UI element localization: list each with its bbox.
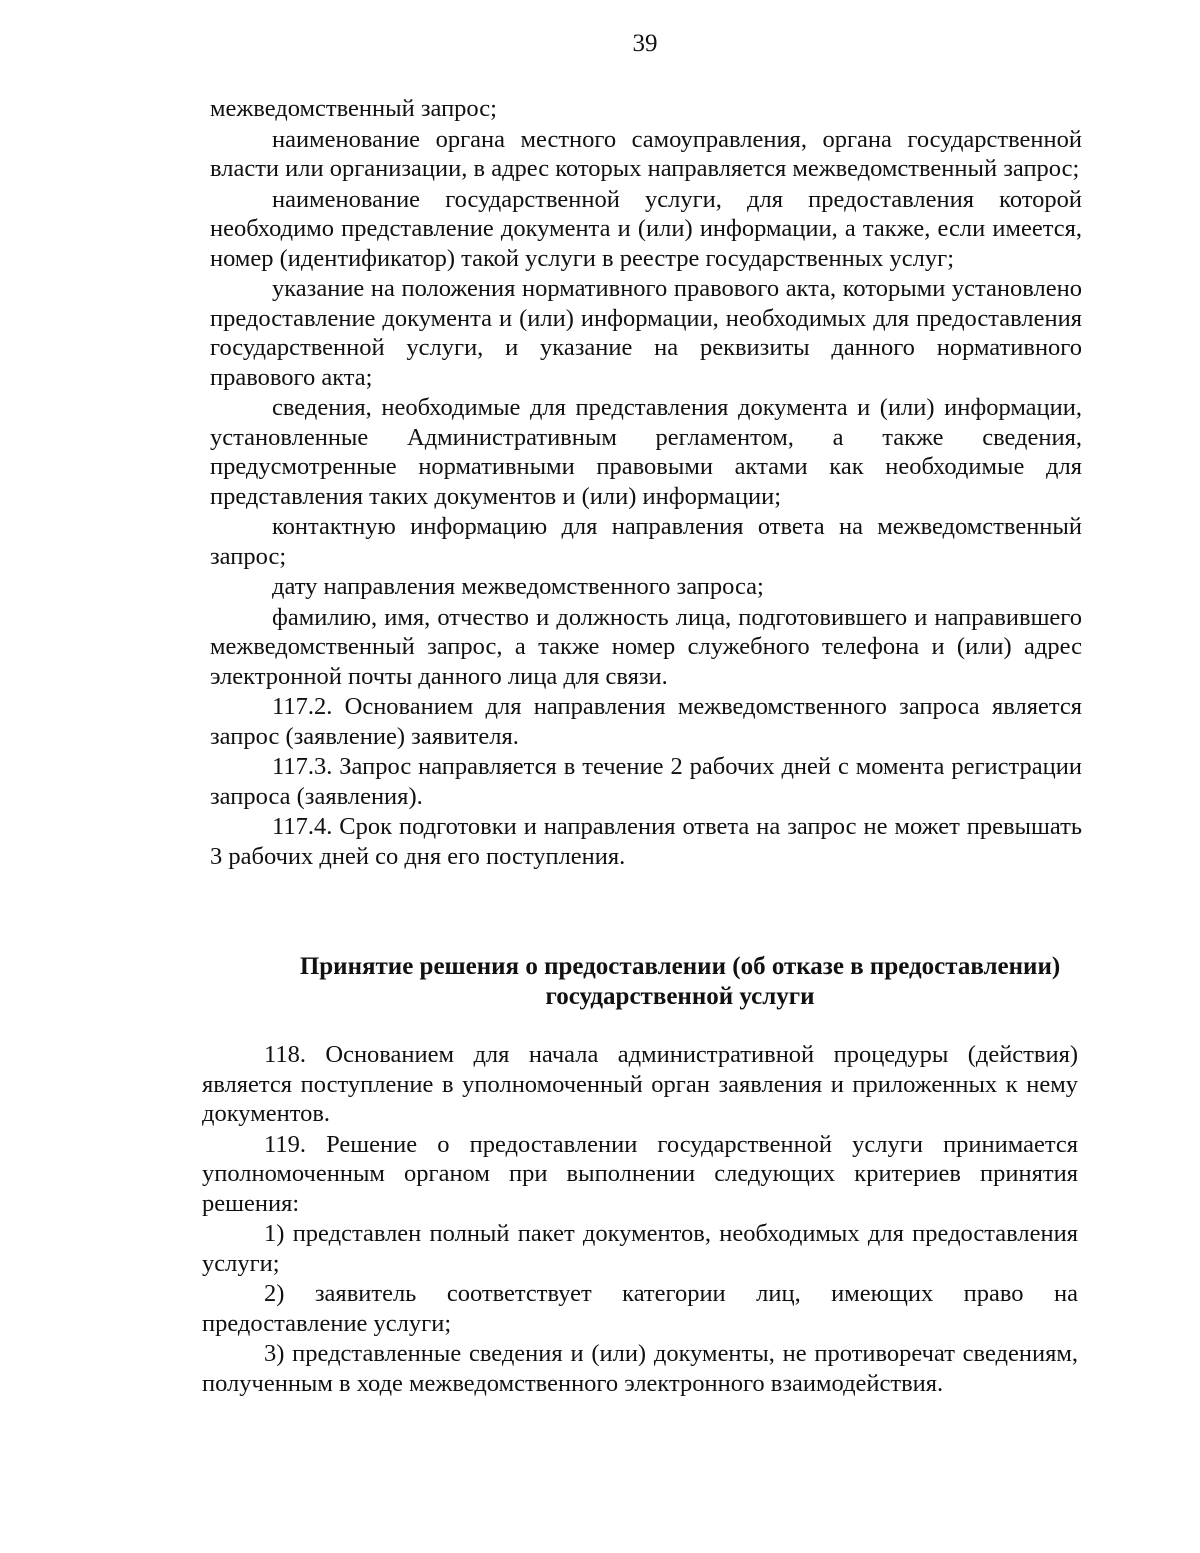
paragraph: 118. Основанием для начала административной процедуры (действия) является поступление в уполномоченный орган заявления и приложенных к нему документов. [202, 1041, 1078, 1127]
paragraph: межведомственный запрос; [210, 95, 497, 122]
paragraph: наименование государственной услуги, для предоставления которой необходимо представление документа и (или) информации, а также, если имеется, номер (идентификатор) такой услуги в реестре государственных услуг; [210, 185, 1082, 272]
paragraph: дату направления межведомственного запроса; [272, 573, 764, 600]
section-heading-line: Принятие решения о предоставлении (об отказе в предоставлении) [299, 953, 1061, 980]
paragraph: 117.2. Основанием для направления межведомственного запроса является запрос (заявление) заявителя. [210, 693, 1082, 750]
upper-text-block [210, 94, 1082, 871]
paragraph: фамилию, имя, отчество и должность лица, подготовившего и направившего межведомственный запрос, а также номер служебного телефона и (или) адрес электронной почты данного лица для связи. [210, 603, 1082, 690]
paragraph: контактную информацию для направления ответа на межведомственный запрос; [210, 513, 1082, 570]
paragraph: 119. Решение о предоставлении государственной услуги принимается уполномоченным органом при выполнении следующих критериев принятия решения: [202, 1130, 1078, 1217]
list-item: 2) заявитель соответствует категории лиц, имеющих право на предоставление услуги; [202, 1280, 1078, 1337]
section-heading [205, 952, 1155, 1012]
list-item: 1) представлен полный пакет документов, необходимых для предоставления услуги; [202, 1220, 1078, 1277]
paragraph: наименование органа местного самоуправления, органа государственной власти или организации, в адрес которых направляется межведомственный запрос; [210, 125, 1082, 182]
paragraph: сведения, необходимые для представления документа и (или) информации, установленные Административным регламентом, а также сведения, предусмотренные нормативными правовыми актами как необходимые для представления таких документов и (или) информации; [210, 394, 1082, 510]
paragraph: указание на положения нормативного правового акта, которыми установлено предоставление документа и (или) информации, необходимых для предоставления государственной услуги, и указание на реквизиты данного нормативного правового акта; [210, 275, 1082, 391]
paragraph: 117.3. Запрос направляется в течение 2 рабочих дней с момента регистрации запроса (заявления). [210, 753, 1082, 810]
lower-text-block [202, 1040, 1078, 1398]
section-heading-line: государственной услуги [545, 983, 815, 1010]
page-number: 39 [632, 30, 658, 57]
list-item: 3) представленные сведения и (или) документы, не противоречат сведениям, полученным в ходе межведомственного электронного взаимодействия. [202, 1340, 1078, 1397]
paragraph: 117.4. Срок подготовки и направления ответа на запрос не может превышать 3 рабочих дней со дня его поступления. [210, 813, 1082, 870]
